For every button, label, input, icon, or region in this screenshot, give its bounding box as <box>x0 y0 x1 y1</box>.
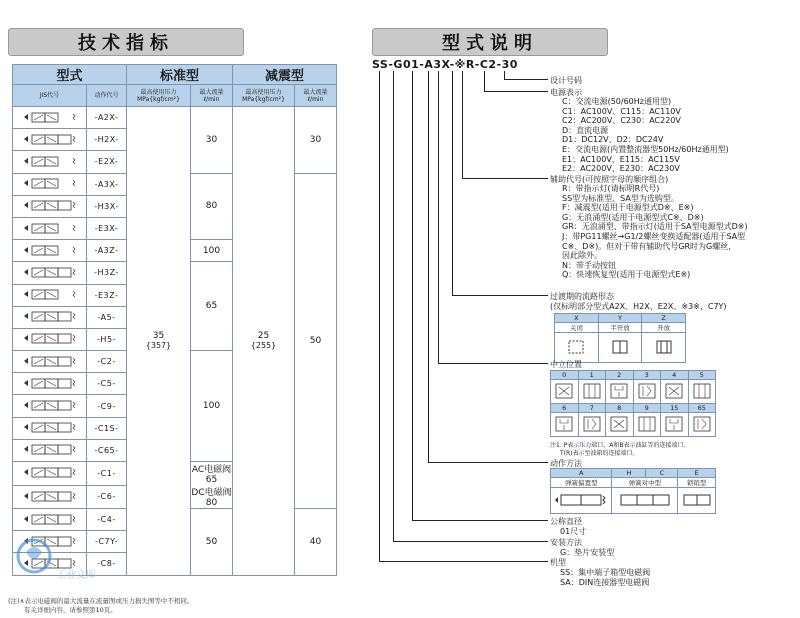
header-standard: 标准型 <box>127 65 233 85</box>
shock-flow-value: 40 <box>309 536 322 547</box>
power-line: E：交流电源(内置整流器型50Hz/60Hz通用型) <box>562 145 729 154</box>
valve-symbol-icon <box>20 132 80 148</box>
neutral-note-2: T(R)表示至油箱的连接端口。 <box>560 450 639 457</box>
valve-symbol-icon <box>20 465 80 481</box>
action-label-detent: 锁销型 <box>678 478 716 488</box>
valve-symbol-icon <box>20 265 80 281</box>
std-pressure-value: 35 <box>152 331 165 342</box>
branch-line <box>462 71 463 179</box>
series-line-sa: SA：DIN连接器型电磁阀 <box>560 578 650 587</box>
neutral-position-number: 8 <box>606 404 634 413</box>
jis-symbol-cell <box>13 195 87 217</box>
valve-symbol-icon <box>20 309 80 325</box>
shock-flow-cell <box>295 509 337 576</box>
shock-flow-value: 30 <box>309 134 322 145</box>
action-code: -H3Z- <box>87 262 127 284</box>
shock-flow-value: 50 <box>309 335 322 346</box>
jis-symbol-cell <box>13 173 87 195</box>
series-title: 机型 <box>550 558 566 567</box>
neutral-position-number: 9 <box>633 404 661 413</box>
action-head-h: H <box>612 469 646 478</box>
col-pressure-std: 最高使用压力 MPa{kgf/cm²} <box>127 85 191 107</box>
aux-line: GR：无浪涌型、带指示灯(适用于SA型电源型式D※) <box>562 222 748 232</box>
valve-symbol-icon <box>20 354 80 370</box>
transit-label-x: 关闭 <box>555 323 599 333</box>
mount-value: G：垫片安装型 <box>560 548 615 557</box>
power-line: D：直流电源 <box>562 125 609 135</box>
aux-line: Q：快速恢复型(适用于电源型式E※) <box>562 270 691 280</box>
action-code: -A3Z- <box>87 240 127 262</box>
neutral-symbol <box>633 380 661 404</box>
jis-symbol-cell <box>13 107 87 129</box>
aux-line: 因此除外。 <box>562 251 602 261</box>
action-code: -A5- <box>87 306 127 328</box>
valve-symbol-icon <box>20 110 80 126</box>
spec-title: 技术指标 <box>78 33 174 54</box>
branch-line <box>484 91 548 92</box>
action-code: -E3X- <box>87 217 127 239</box>
jis-symbol-cell <box>13 262 87 284</box>
action-code: -C65- <box>87 439 127 461</box>
valve-symbol-icon <box>20 376 80 392</box>
jis-symbol-cell <box>13 129 87 151</box>
transit-head-y: Y <box>598 314 642 323</box>
neutral-symbol <box>661 380 689 404</box>
branch-line <box>379 561 548 562</box>
transit-symbol-z <box>642 333 686 363</box>
col-code: 动作代号 <box>87 85 127 107</box>
neutral-symbol <box>606 413 634 437</box>
watermark-logo <box>12 522 122 592</box>
power-line: C1：AC100V、C115：AC110V <box>562 106 681 116</box>
valve-symbol-icon <box>20 442 80 458</box>
action-table <box>550 468 716 514</box>
action-label-spring-center: 弹簧对中型 <box>612 478 678 488</box>
shock-pressure-cell <box>233 107 295 576</box>
bore-value: 01尺寸 <box>560 527 587 536</box>
branch-line <box>438 71 439 364</box>
jis-symbol-cell <box>13 373 87 395</box>
neutral-symbol <box>551 413 579 437</box>
std-pressure-cell <box>127 107 191 576</box>
neutral-position-number: 6 <box>551 404 579 413</box>
std-flow-value: 65 <box>205 475 218 485</box>
action-code: -C2- <box>87 351 127 373</box>
branch-line <box>412 520 548 521</box>
neutral-symbol <box>606 380 634 404</box>
action-code: -C9- <box>87 395 127 417</box>
std-flow-value: 50 <box>205 536 218 547</box>
neutral-position-number: 15 <box>661 404 689 413</box>
aux-line: N：带手动按钮 <box>562 260 616 270</box>
shock-flow-cell <box>295 107 337 174</box>
note-2: 有关详细内容，请参照第10页。 <box>24 606 117 614</box>
col-flow-std: 最大流量 ℓ/min <box>191 85 233 107</box>
shock-pressure-value: 25 <box>257 331 270 342</box>
transit-label-z: 开放 <box>642 323 686 333</box>
bore-title: 公称直径 <box>550 517 582 526</box>
std-flow-value: DC电磁阀 <box>191 488 232 498</box>
std-flow-cell <box>191 107 233 174</box>
branch-line <box>438 363 548 364</box>
action-code: -C1S- <box>87 417 127 439</box>
neutral-symbol <box>551 380 579 404</box>
header-type: 型式 <box>13 65 127 85</box>
valve-symbol-icon <box>20 287 80 303</box>
std-flow-value: 30 <box>205 134 218 145</box>
valve-symbol-icon <box>20 154 80 170</box>
valve-symbol-icon <box>20 331 80 347</box>
aux-title: 辅助代号(可按照字母的顺序组合) <box>550 175 669 184</box>
jis-symbol-cell <box>13 417 87 439</box>
action-code: -A3X- <box>87 173 127 195</box>
spec-table <box>12 64 337 576</box>
neutral-position-number: 1 <box>578 371 606 380</box>
jis-symbol-cell <box>13 284 87 306</box>
aux-line: J：带PG11螺丝→G1/2螺丝变换适配器(适用于SA型 <box>562 232 746 241</box>
branch-line <box>452 295 548 296</box>
jis-symbol-cell <box>13 151 87 173</box>
action-code: -E3Z- <box>87 284 127 306</box>
std-flow-cell <box>191 509 233 576</box>
model-code: SS-G01-A3X-※R-C2-30 <box>372 58 518 71</box>
transit-subtitle: (仅标明部分型式A2X、H2X、E2X、※3※、C7Y) <box>550 302 727 311</box>
action-code: -E2X- <box>87 151 127 173</box>
neutral-position-number: 65 <box>688 404 716 413</box>
action-head-c: C <box>646 469 678 478</box>
std-flow-value: AC电磁阀 <box>191 465 232 475</box>
action-code: -C4- <box>87 509 127 531</box>
std-flow-value: 65 <box>205 301 218 312</box>
header-shock: 减震型 <box>233 65 337 85</box>
aux-line: C※、D※)。但对于带有辅助代号GR时为G螺丝， <box>562 241 737 251</box>
jis-symbol-cell <box>13 306 87 328</box>
neutral-title: 中立位置 <box>550 360 582 369</box>
action-code: -C1- <box>87 462 127 486</box>
branch-line <box>428 462 548 463</box>
model-title: 型式说明 <box>442 33 538 54</box>
std-flow-cell <box>191 240 233 262</box>
power-title: 电源表示 <box>550 88 582 97</box>
branch-line <box>504 79 548 80</box>
jis-symbol-cell <box>13 351 87 373</box>
jis-symbol-cell <box>13 240 87 262</box>
transit-symbol-x <box>555 333 599 363</box>
valve-symbol-icon <box>20 198 80 214</box>
neutral-note-1: 注1. P表示压力端口、A和B表示油缸等的连接端口、 <box>550 442 690 449</box>
jis-symbol-cell <box>13 395 87 417</box>
action-head-a: A <box>551 469 612 478</box>
valve-symbol-icon <box>20 420 80 436</box>
model-title-bar <box>372 28 608 56</box>
std-flow-value: 80 <box>205 498 218 508</box>
action-code: -C8- <box>87 553 127 575</box>
transit-table <box>554 313 686 363</box>
aux-line: F：减震型(适用于电源型式D※、E※) <box>562 203 694 213</box>
action-symbol-h <box>612 488 678 514</box>
transit-symbol-y <box>598 333 642 363</box>
std-flow-value: 100 <box>202 245 221 256</box>
neutral-position-number: 2 <box>606 371 634 380</box>
std-flow-cell <box>191 262 233 351</box>
neutral-symbol <box>688 380 716 404</box>
action-symbol-e <box>678 488 716 514</box>
watermark-text: 工业文库 <box>56 570 96 581</box>
action-code: -C6- <box>87 485 127 509</box>
col-jis: JIS代号 <box>13 85 87 107</box>
shock-pressure-kgf: {255} <box>250 341 277 351</box>
branch-line <box>379 71 380 562</box>
neutral-symbol <box>661 413 689 437</box>
std-flow-cell <box>191 351 233 462</box>
branch-line <box>428 71 429 463</box>
valve-symbol-icon <box>20 243 80 259</box>
neutral-position-number: 4 <box>661 371 689 380</box>
jis-symbol-cell <box>13 439 87 461</box>
action-code: -H3X- <box>87 195 127 217</box>
neutral-position-number: 0 <box>551 371 579 380</box>
spec-title-bar <box>8 28 244 56</box>
action-code: -H2X- <box>87 129 127 151</box>
aux-line: SS型为标准型、SA型为选购型。 <box>562 193 679 203</box>
std-pressure-kgf: {357} <box>145 341 172 351</box>
aux-line: R：带指示灯(请标明R代号) <box>562 184 660 193</box>
neutral-symbol <box>578 413 606 437</box>
branch-line <box>393 541 548 542</box>
action-code: -H5- <box>87 328 127 350</box>
power-line: D1：DC12V、D2：DC24V <box>562 135 664 145</box>
neutral-position-number: 3 <box>633 371 661 380</box>
aux-line: G：无浪涌型(适用于电源型式C※、D※) <box>562 212 704 222</box>
col-flow-shock: 最大流量 ℓ/min <box>295 85 337 107</box>
branch-line <box>412 71 413 521</box>
neutral-table <box>550 370 716 437</box>
std-flow-cell <box>191 462 233 509</box>
std-flow-cell <box>191 173 233 240</box>
std-flow-value: 80 <box>205 201 218 212</box>
branch-line <box>452 71 453 296</box>
transit-head-z: Z <box>642 314 686 323</box>
action-label-spring-offset: 弹簧偏置型 <box>551 478 612 488</box>
std-flow-value: 100 <box>202 401 221 412</box>
power-line: C：交流电源(50/60Hz通用型) <box>562 97 672 106</box>
neutral-position-number: 7 <box>578 404 606 413</box>
branch-line <box>393 71 394 542</box>
neutral-symbol <box>578 380 606 404</box>
valve-symbol-icon <box>20 176 80 192</box>
transit-title: 过渡期的流路形态 <box>550 292 614 301</box>
action-head-e: E <box>678 469 716 478</box>
col-pressure-shock: 最高使用压力 MPa{kgf/cm²} <box>233 85 295 107</box>
transit-head-x: X <box>555 314 599 323</box>
note-1: (注)∧表示电磁阀的最大流量在流量图或压力损失图等中不相同。 <box>8 597 194 605</box>
design-number-label: 设计号码 <box>550 76 582 85</box>
branch-line <box>484 71 485 92</box>
jis-symbol-cell <box>13 217 87 239</box>
valve-symbol-icon <box>20 221 80 237</box>
neutral-position-number: 5 <box>688 371 716 380</box>
transit-label-y: 半开放 <box>598 323 642 333</box>
action-code: -A2X- <box>87 107 127 129</box>
power-line: C2：AC200V、C230：AC220V <box>562 116 681 126</box>
action-title: 动作方法 <box>550 459 582 468</box>
action-code: -C5- <box>87 373 127 395</box>
jis-symbol-cell <box>13 485 87 509</box>
action-symbol-a <box>551 488 612 514</box>
mount-title: 安装方法 <box>550 538 582 547</box>
shock-flow-cell <box>295 173 337 508</box>
branch-line <box>462 178 548 179</box>
action-code: -C7Y- <box>87 531 127 553</box>
valve-symbol-icon <box>20 398 80 414</box>
neutral-symbol <box>633 413 661 437</box>
jis-symbol-cell <box>13 328 87 350</box>
neutral-symbol <box>688 413 716 437</box>
jis-symbol-cell <box>13 462 87 486</box>
power-line: E2：AC200V、E230：AC230V <box>562 164 680 174</box>
valve-symbol-icon <box>20 489 80 505</box>
spec-row <box>13 107 337 129</box>
power-line: E1：AC100V、E115：AC115V <box>562 154 680 164</box>
series-line-ss: SS：集中端子箱型电磁阀 <box>560 568 651 577</box>
